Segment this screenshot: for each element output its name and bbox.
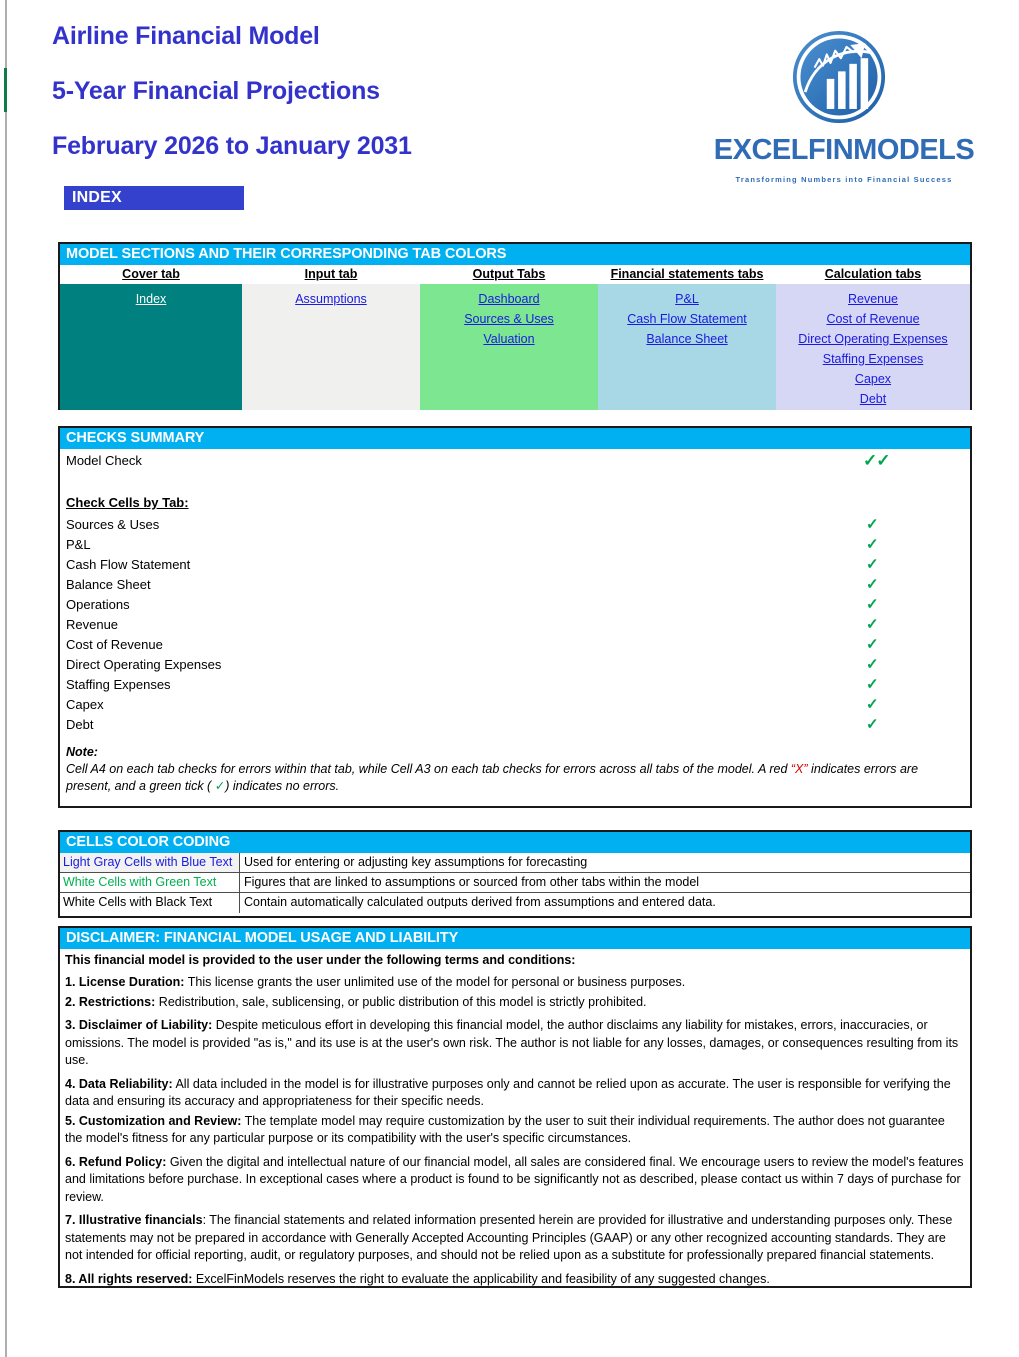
disclaimer-lead: This financial model is provided to the user under the following terms and conditions: — [65, 953, 576, 967]
check-row-revenue — [60, 615, 970, 635]
section-column-header-output: Output Tabs — [420, 265, 598, 284]
disclaimer-body — [60, 949, 970, 1288]
check-label: Operations — [66, 597, 130, 612]
disclaimer-item-7 — [65, 1212, 964, 1265]
check-label: Cash Flow Statement — [66, 557, 191, 572]
section-column-header-calculation: Calculation tabs — [776, 265, 970, 284]
title-block — [52, 22, 412, 161]
link-valuation[interactable]: Valuation — [483, 332, 535, 346]
checks-summary-body — [60, 449, 970, 795]
note-green-tick-icon: ✓ — [214, 779, 226, 793]
link-cash-flow-statement[interactable]: Cash Flow Statement — [627, 312, 747, 326]
disclaimer-item-text: Redistribution, sale, sublicensing, or public distribution of this model is strictly prohibited. — [155, 994, 647, 1009]
disclaimer-item-5 — [65, 1113, 964, 1148]
check-mark: ✓ — [866, 676, 879, 693]
section-column-calculation — [776, 265, 970, 410]
section-links-input — [242, 284, 420, 410]
disclaimer-item-text: : The financial statements and related information presented herein are provided for illustrative and understanding purposes only. These statements may not be prepared in accordance with Generally Accepted Accounting Principles (GAAP) or any other recognized accounting standards. They are not intended for official reporting, audit, or regulatory purposes, and should not be relied upon as a substitute for professionally prepared financial statements. — [65, 1213, 953, 1262]
disclaimer-title: DISCLAIMER: FINANCIAL MODEL USAGE AND LIABILITY — [60, 928, 970, 949]
check-mark: ✓ — [866, 636, 879, 653]
check-label: Capex — [66, 697, 104, 712]
disclaimer-item-number: 5. Customization and Review: — [65, 1113, 242, 1128]
check-mark: ✓ — [866, 576, 879, 593]
check-label: Direct Operating Expenses — [66, 657, 222, 672]
cells-color-coding-panel — [58, 830, 972, 918]
page-title-line3: February 2026 to January 2031 — [52, 132, 412, 160]
left-edge-green-accent — [4, 68, 7, 112]
note-segment-3: ) indicates no errors. — [225, 779, 340, 793]
check-row-balance-sheet — [60, 575, 970, 595]
model-sections-grid — [60, 265, 970, 410]
disclaimer-item-number: 8. All rights reserved: — [65, 1271, 193, 1286]
disclaimer-item-number: 6. Refund Policy: — [65, 1154, 167, 1169]
section-column-cover — [60, 265, 242, 410]
checks-note-text — [60, 761, 970, 795]
checks-subheading: Check Cells by Tab: — [66, 495, 189, 510]
index-tab-badge[interactable]: INDEX — [64, 186, 244, 210]
disclaimer-item-text: ExcelFinModels reserves the right to evaluate the applicability and feasibility of any suggested changes. — [192, 1271, 770, 1286]
section-column-header-cover: Cover tab — [60, 265, 242, 284]
check-mark: ✓ — [866, 696, 879, 713]
section-links-cover — [60, 284, 242, 410]
note-segment-1: Cell A4 on each tab checks for errors within that tab, while Cell A3 on each tab checks for errors across all tabs of the model. A red — [66, 762, 791, 776]
link-pl[interactable]: P&L — [675, 292, 699, 306]
section-column-header-input: Input tab — [242, 265, 420, 284]
link-cost-of-revenue[interactable]: Cost of Revenue — [826, 312, 920, 326]
check-mark: ✓ — [866, 716, 879, 733]
section-links-financial — [598, 284, 776, 410]
check-row-operations — [60, 595, 970, 615]
check-row-pl — [60, 535, 970, 555]
disclaimer-item-3 — [65, 1017, 964, 1070]
disclaimer-item-1 — [65, 974, 964, 992]
disclaimer-item-number: 1. License Duration: — [65, 975, 185, 989]
page-title-line1: Airline Financial Model — [52, 22, 320, 50]
disclaimer-item-8 — [65, 1271, 964, 1289]
check-mark: ✓ — [866, 556, 879, 573]
color-coding-rows — [60, 853, 970, 913]
section-column-input — [242, 265, 420, 410]
disclaimer-item-number: 2. Restrictions: — [65, 994, 156, 1009]
link-dashboard[interactable]: Dashboard — [478, 292, 540, 306]
cells-color-coding-title: CELLS COLOR CODING — [60, 832, 970, 853]
check-mark: ✓ — [866, 616, 879, 633]
model-sections-panel — [58, 242, 972, 410]
check-label: Staffing Expenses — [66, 677, 171, 692]
link-balance-sheet[interactable]: Balance Sheet — [646, 332, 728, 346]
section-column-financial-statements — [598, 265, 776, 410]
color-coding-value: Figures that are linked to assumptions or sourced from other tabs within the model — [240, 873, 970, 893]
checks-summary-title: CHECKS SUMMARY — [60, 428, 970, 449]
section-links-calculation — [776, 284, 970, 410]
disclaimer-item-6 — [65, 1154, 964, 1207]
check-row-model — [60, 451, 970, 471]
check-mark-model: ✓✓ — [863, 451, 890, 470]
left-edge-rule — [5, 0, 7, 1357]
check-label: Cost of Revenue — [66, 637, 163, 652]
note-segment-2: indicates errors are present, and a green tick ( — [66, 762, 919, 793]
check-row-debt — [60, 715, 970, 735]
check-label-model: Model Check — [66, 453, 142, 468]
logo-chart-circle-icon — [792, 30, 886, 124]
disclaimer-item-number: 3. Disclaimer of Liability: — [65, 1018, 213, 1032]
check-label: P&L — [66, 537, 91, 552]
color-coding-value: Used for entering or adjusting key assumptions for forecasting — [240, 853, 970, 873]
check-row-direct-operating-expenses — [60, 655, 970, 675]
disclaimer-item-text: Despite meticulous effort in developing this financial model, the author disclaims any liability for mistakes, errors, inaccuracies, or omissions. The model is provided "as is," and its use is at the user's own risk. The author is not liable for any losses, damages, or consequences resulting from its use. — [65, 1018, 959, 1067]
excelfinmodels-logo — [704, 30, 984, 195]
link-index[interactable]: Index — [135, 292, 167, 306]
section-links-output — [420, 284, 598, 410]
check-label: Debt — [66, 717, 94, 732]
model-sections-title: MODEL SECTIONS AND THEIR CORRESPONDING TAB COLORS — [60, 244, 970, 265]
disclaimer-item-2 — [65, 994, 964, 1012]
section-column-output — [420, 265, 598, 410]
check-row-cash-flow-statement — [60, 555, 970, 575]
note-red-x: “X” — [790, 762, 808, 776]
checks-note-label: Note: — [66, 745, 98, 759]
check-row-sources-uses — [60, 515, 970, 535]
link-capex[interactable]: Capex — [854, 372, 892, 386]
color-coding-key: White Cells with Green Text — [60, 873, 240, 893]
disclaimer-item-4 — [65, 1076, 964, 1111]
check-label: Revenue — [66, 617, 119, 632]
check-row-capex — [60, 695, 970, 715]
check-mark: ✓ — [866, 536, 879, 553]
link-assumptions[interactable]: Assumptions — [295, 292, 367, 306]
disclaimer-item-number: 7. Illustrative financials — [65, 1213, 203, 1227]
page-title-line2: 5-Year Financial Projections — [52, 77, 380, 105]
checks-spacer — [60, 471, 970, 493]
checks-summary-panel — [58, 426, 972, 808]
disclaimer-panel — [58, 926, 972, 1288]
check-mark: ✓ — [866, 596, 879, 613]
logo-tagline: Transforming Numbers into Financial Success — [735, 175, 953, 184]
color-coding-value: Contain automatically calculated outputs derived from assumptions and entered data. — [244, 895, 716, 909]
check-mark: ✓ — [866, 656, 879, 673]
check-row-cost-of-revenue — [60, 635, 970, 655]
disclaimer-item-text: All data included in the model is for illustrative purposes only and cannot be relied upon as accurate. The user is responsible for verifying the data and ensuring its accuracy and appropriateness for their specific needs. — [65, 1076, 951, 1108]
check-label: Sources & Uses — [66, 517, 160, 532]
check-label: Balance Sheet — [66, 577, 151, 592]
check-mark: ✓ — [866, 516, 879, 533]
link-debt[interactable]: Debt — [859, 392, 887, 406]
link-staffing-expenses[interactable]: Staffing Expenses — [822, 352, 924, 366]
color-coding-row-gray-blue — [60, 853, 970, 873]
color-coding-key: White Cells with Black Text — [60, 893, 240, 913]
link-sources-and-uses[interactable]: Sources & Uses — [464, 312, 554, 326]
disclaimer-item-text: Given the digital and intellectual nature of our financial model, all sales are considered final. We encourage users to review the model's features and limitations before purchase. In exceptional cases where a product is found to be significantly not as described, please contact us within 7 days of purchase for review. — [65, 1154, 964, 1204]
check-row-staffing-expenses — [60, 675, 970, 695]
section-column-header-financial: Financial statements tabs — [598, 265, 776, 284]
disclaimer-item-number: 4. Data Reliability: — [65, 1076, 173, 1091]
disclaimer-item-text: The template model may require customization by the user to suit their individual requirements. The author does not guarantee the model's fitness for any particular purpose or its compatibility with the user's specific circumstances. — [65, 1113, 945, 1145]
color-coding-row-white-green — [60, 873, 970, 893]
logo-wordmark: EXCELFINMODELS — [713, 134, 975, 166]
color-coding-row-white-black — [60, 893, 970, 913]
link-direct-operating-expenses[interactable]: Direct Operating Expenses — [798, 332, 948, 346]
color-coding-key: Light Gray Cells with Blue Text — [60, 853, 240, 873]
disclaimer-item-text: This license grants the user unlimited use of the model for personal or business purposes. — [184, 975, 686, 989]
link-revenue[interactable]: Revenue — [847, 292, 899, 306]
